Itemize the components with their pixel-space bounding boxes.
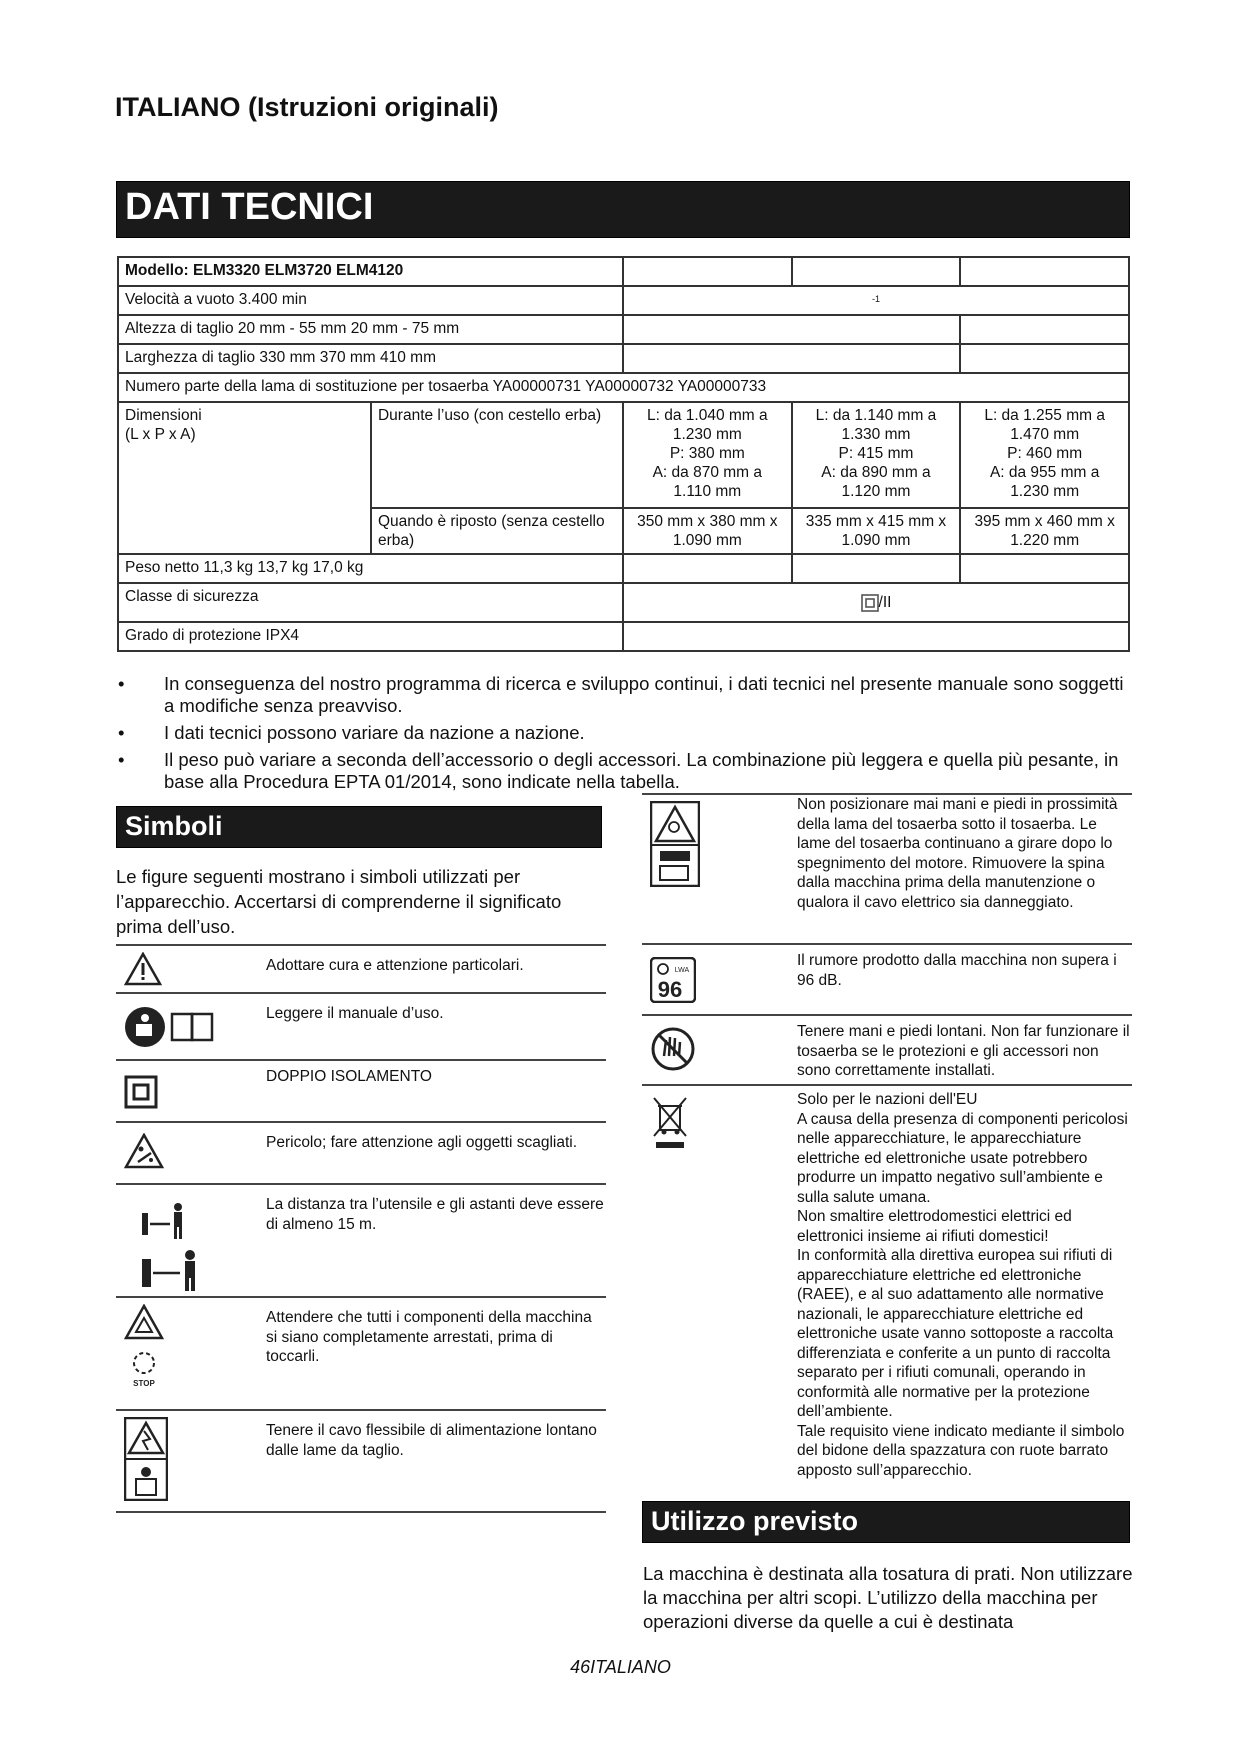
symbol-icon-cell	[116, 1123, 266, 1183]
symbol-icon-cell	[116, 1298, 266, 1409]
symbol-row	[116, 992, 606, 1059]
note-item: • Il peso può variare a seconda dell’accessorio o degli accessori. La combinazione più leggera e quella più pesante, in base alla Procedura EPTA 01/2014, sono indicate nella tabella.	[118, 749, 1138, 793]
warning-triangle-icon	[124, 952, 162, 986]
spec-notes	[118, 673, 1138, 798]
spec-row-speed	[118, 286, 1129, 315]
thrown-objects-icon	[124, 1133, 164, 1169]
stored-value-elm3320: 350 mm x 380 mm x 1.090 mm	[623, 508, 792, 554]
symbol-icon-cell	[642, 945, 797, 1014]
symbol-icon-cell	[642, 1086, 797, 1511]
symbol-icon-cell	[642, 1016, 797, 1084]
empty-cell	[623, 622, 1129, 651]
spec-row-cut-height	[118, 315, 1129, 344]
in-use-value-elm3720: L: da 1.140 mm a 1.330 mm P: 415 mm A: da 890 mm a 1.120 mm	[792, 402, 961, 508]
symbol-icon-cell	[642, 795, 797, 943]
symbols-table-right	[642, 793, 1132, 1511]
symbol-text: Non posizionare mai mani e piedi in prossimità della lama del tosaerba sotto il tosaerba. Le lame del tosaerba continuano a girare dopo lo spegnimento del motore. Rimuovere la spina dalla macchina prima della manutenzione o qualora il cavo elettrico sia danneggiato.	[797, 796, 1118, 911]
keep-hands-away-icon	[650, 1026, 696, 1072]
page-footer: 46ITALIANO	[570, 1657, 671, 1677]
spec-row-blade-part	[118, 373, 1129, 402]
protection-cell: Grado di protezione IPX4	[118, 622, 623, 651]
empty-cell	[960, 315, 1129, 344]
note-item: • In conseguenza del nostro programma di ricerca e sviluppo continui, i dati tecnici nel presente manuale sono soggetti a modifiche senza preavviso.	[118, 673, 1138, 717]
blade-hands-feet-icon	[650, 801, 700, 887]
empty-cell	[792, 257, 961, 286]
read-manual-icon	[124, 1006, 224, 1048]
empty-cell	[792, 554, 961, 583]
symbol-text: La distanza tra l’utensile e gli astanti deve essere di almeno 15 m.	[266, 1196, 604, 1233]
speed-value-cell	[623, 286, 1129, 315]
symbol-row	[642, 943, 1132, 1014]
stored-label: Quando è riposto (senza cestello erba)	[371, 508, 623, 554]
symbol-icon-cell	[116, 1185, 266, 1296]
symbols-intro: Le figure seguenti mostrano i simboli utilizzati per l’apparecchio. Accertarsi di comprenderne il significato prima dell’uso.	[116, 866, 562, 937]
symbol-text: Solo per le nazioni dell'EU A causa della presenza di componenti pericolosi nelle apparecchiature, le apparecchiature elettriche ed elettroniche usate potrebbero produrre un impatto negativo sull’ambiente e sulla salute umana. Non smaltire elettrodomestici elettrici ed elettronici insieme ai rifiuti domestici! In conformità alla direttiva europea sui rifiuti di apparecchiature elettriche ed elettroniche (RAEE), e al suo adattamento alle normative nazionali, le apparecchiature elettriche ed elettroniche usate vanno sottoposte a raccolta differenziata e conferite a un punto di raccolta separato per i rifiuti comunali, operando in conformità alle normative per la protezione dell’ambiente. Tale requisito viene indicato mediante il simbolo del bidone della spazzatura con ruote barrato apposto sull’apparecchio.	[797, 1091, 1128, 1479]
safety-class-value-cell	[623, 583, 1129, 622]
in-use-value-elm3320: L: da 1.040 mm a 1.230 mm P: 380 mm A: da 870 mm a 1.110 mm	[623, 402, 792, 508]
language-title: ITALIANO (Istruzioni originali)	[115, 92, 499, 122]
spec-row-weight	[118, 554, 1129, 583]
weee-bin-icon	[650, 1096, 690, 1152]
spec-row-safety-class	[118, 583, 1129, 622]
symbol-text: Attendere che tutti i componenti della macchina si siano completamente arrestati, prima di toccarli.	[266, 1309, 592, 1365]
empty-cell	[960, 257, 1129, 286]
symbol-text: Pericolo; fare attenzione agli oggetti scagliati.	[266, 1134, 578, 1151]
stored-value-elm3720: 335 mm x 415 mm x 1.090 mm	[792, 508, 961, 554]
symbols-heading: Simboli	[116, 806, 602, 848]
symbol-row	[116, 1059, 606, 1121]
spec-row-protection	[118, 622, 1129, 651]
symbol-row	[116, 1296, 606, 1409]
noise-level-icon	[650, 957, 696, 1003]
specs-table	[117, 256, 1130, 652]
symbol-row	[642, 793, 1132, 943]
symbol-row	[116, 1121, 606, 1183]
in-use-value-elm4120: L: da 1.255 mm a 1.470 mm P: 460 mm A: da 955 mm a 1.230 mm	[960, 402, 1129, 508]
empty-cell	[960, 554, 1129, 583]
empty-cell	[623, 554, 792, 583]
spec-row-cut-width	[118, 344, 1129, 373]
empty-cell	[623, 257, 792, 286]
dimensions-label: Dimensioni (L x P x A)	[118, 402, 371, 554]
symbol-row	[116, 1409, 606, 1513]
symbol-text: Tenere mani e piedi lontani. Non far funzionare il tosaerba se le protezioni e gli accessori non sono correttamente installati.	[797, 1023, 1130, 1079]
speed-superscript: -1	[871, 294, 880, 304]
symbol-row	[642, 1014, 1132, 1084]
symbol-row	[116, 944, 606, 992]
noise-unit: LWA	[674, 967, 690, 974]
symbol-icon-cell	[116, 994, 266, 1059]
empty-cell	[623, 344, 960, 373]
usage-heading: Utilizzo previsto	[642, 1501, 1130, 1543]
bystander-distance-icon	[140, 1193, 210, 1293]
stored-value-elm4120: 395 mm x 460 mm x 1.220 mm	[960, 508, 1129, 554]
specs-heading: DATI TECNICI	[116, 181, 1130, 238]
safety-class-value: /II	[878, 594, 892, 611]
symbol-row	[642, 1084, 1132, 1511]
cut-width-cell: Larghezza di taglio 330 mm 370 mm 410 mm	[118, 344, 623, 373]
speed-cell: Velocità a vuoto 3.400 min	[118, 286, 623, 315]
symbol-text: Leggere il manuale d’uso.	[266, 1005, 444, 1022]
wait-stop-icon	[124, 1348, 164, 1388]
symbol-text: Il rumore prodotto dalla macchina non supera i 96 dB.	[797, 952, 1117, 989]
model-cell: Modello: ELM3320 ELM3720 ELM4120	[118, 257, 623, 286]
noise-value: 96	[657, 977, 683, 1002]
double-insulation-icon	[861, 594, 879, 612]
symbol-row	[116, 1183, 606, 1296]
safety-class-cell: Classe di sicurezza	[118, 583, 623, 622]
empty-cell	[623, 315, 960, 344]
symbols-table-left	[116, 944, 606, 1513]
symbol-text: Tenere il cavo flessibile di alimentazione lontano dalle lame da taglio.	[266, 1422, 597, 1459]
symbol-icon-cell	[116, 946, 266, 992]
spec-row-model	[118, 257, 1129, 286]
stop-label: STOP	[133, 1379, 155, 1388]
note-item: • I dati tecnici possono variare da nazione a nazione.	[118, 722, 1138, 744]
net-weight-cell: Peso netto 11,3 kg 13,7 kg 17,0 kg	[118, 554, 623, 583]
double-insulation-icon	[124, 1075, 158, 1109]
symbol-text: DOPPIO ISOLAMENTO	[266, 1068, 432, 1085]
symbol-icon-cell	[116, 1411, 266, 1511]
cut-height-cell: Altezza di taglio 20 mm - 55 mm 20 mm - 75 mm	[118, 315, 623, 344]
symbol-text: Adottare cura e attenzione particolari.	[266, 957, 524, 974]
blade-warning-icon	[124, 1304, 164, 1340]
usage-text: La macchina è destinata alla tosatura di prati. Non utilizzare la macchina per altri scopi. L’utilizzo della macchina per operazioni diverse da quelle a cui è destinata	[643, 1563, 1133, 1632]
cable-blades-icon	[124, 1417, 168, 1501]
empty-cell	[960, 344, 1129, 373]
in-use-label: Durante l’uso (con cestello erba)	[371, 402, 623, 508]
blade-part-cell: Numero parte della lama di sostituzione per tosaerba YA00000731 YA00000732 YA00000733	[118, 373, 1129, 402]
symbol-icon-cell	[116, 1061, 266, 1121]
spec-row-dimensions-use	[118, 402, 1129, 508]
